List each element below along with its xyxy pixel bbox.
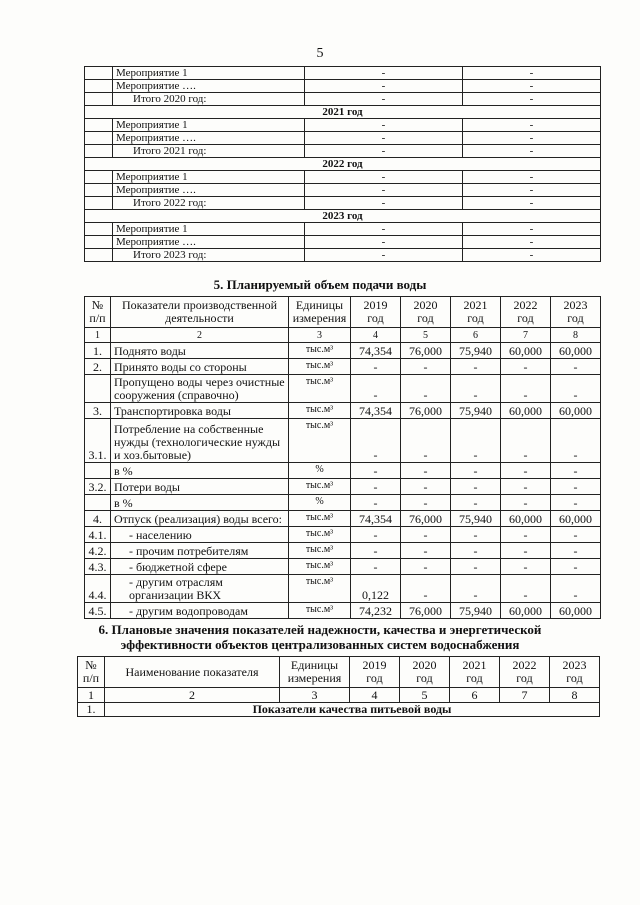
value-cell: - bbox=[551, 479, 601, 495]
row-section-heading: Показатели качества питьевой воды bbox=[105, 703, 600, 717]
value-cell: 75,940 bbox=[451, 603, 501, 619]
unit-cell: % bbox=[289, 463, 351, 479]
total-label: Итого 2023 год: bbox=[113, 249, 305, 262]
value-cell: - bbox=[401, 463, 451, 479]
col-index: 3 bbox=[280, 688, 350, 703]
row-num: 3.1. bbox=[85, 419, 111, 463]
header-unit: Единицы измерения bbox=[280, 657, 350, 688]
value-cell: - bbox=[401, 419, 451, 463]
total-label: Итого 2021 год: bbox=[113, 145, 305, 158]
header-year-2019: 2019 год bbox=[350, 657, 400, 688]
event-value: - bbox=[463, 80, 601, 93]
row-num-cell bbox=[85, 145, 113, 158]
value-cell: - bbox=[551, 543, 601, 559]
events-table bbox=[84, 66, 601, 262]
table-row bbox=[85, 236, 601, 249]
event-value: - bbox=[463, 145, 601, 158]
unit-cell: тыс.м³ bbox=[289, 575, 351, 603]
section-6-title-line2: эффективности объектов централизованных систем водоснабжения bbox=[120, 637, 520, 652]
year-heading: 2021 год bbox=[85, 106, 601, 119]
year-heading-row bbox=[85, 158, 601, 171]
unit-cell: тыс.м³ bbox=[289, 479, 351, 495]
table-row bbox=[85, 511, 601, 527]
value-cell: - bbox=[351, 479, 401, 495]
event-value: - bbox=[463, 119, 601, 132]
table-row bbox=[85, 375, 601, 403]
col-index: 1 bbox=[78, 688, 105, 703]
value-cell: 74,354 bbox=[351, 511, 401, 527]
value-cell: - bbox=[451, 575, 501, 603]
value-cell: 60,000 bbox=[551, 343, 601, 359]
value-cell: - bbox=[451, 419, 501, 463]
event-value: - bbox=[305, 93, 463, 106]
year-heading: 2023 год bbox=[85, 210, 601, 223]
event-value: - bbox=[305, 67, 463, 80]
indicator-label: Транспортировка воды bbox=[111, 403, 289, 419]
indicator-label: Принято воды со стороны bbox=[111, 359, 289, 375]
table-row bbox=[85, 343, 601, 359]
unit-cell: тыс.м³ bbox=[289, 511, 351, 527]
indicator-label: - другим отраслям организации ВКХ bbox=[111, 575, 289, 603]
header-indicator: Показатели производственной деятельности bbox=[111, 297, 289, 328]
value-cell: 74,354 bbox=[351, 403, 401, 419]
table-row bbox=[85, 119, 601, 132]
row-num: 4.3. bbox=[85, 559, 111, 575]
table-row bbox=[85, 495, 601, 511]
value-cell: - bbox=[501, 543, 551, 559]
water-supply-table bbox=[84, 296, 601, 619]
event-label: Мероприятие …. bbox=[113, 132, 305, 145]
value-cell: - bbox=[501, 495, 551, 511]
table-header-row bbox=[78, 657, 600, 688]
value-cell: - bbox=[501, 375, 551, 403]
indicator-label: - другим водопроводам bbox=[111, 603, 289, 619]
header-num: № п/п bbox=[85, 297, 111, 328]
header-year-2023: 2023 год bbox=[551, 297, 601, 328]
row-num: 4.1. bbox=[85, 527, 111, 543]
section-6-title-line1: 6. Плановые значения показателей надежности, качества и энергетической bbox=[98, 622, 542, 637]
value-cell: - bbox=[401, 495, 451, 511]
unit-cell: тыс.м³ bbox=[289, 375, 351, 403]
value-cell: - bbox=[451, 559, 501, 575]
unit-cell: тыс.м³ bbox=[289, 527, 351, 543]
unit-cell: тыс.м³ bbox=[289, 359, 351, 375]
table-row bbox=[85, 184, 601, 197]
table-row bbox=[85, 527, 601, 543]
value-cell: 76,000 bbox=[401, 403, 451, 419]
table-row bbox=[85, 359, 601, 375]
section-5-title: 5. Планируемый объем подачи воды bbox=[213, 277, 427, 292]
value-cell: - bbox=[551, 375, 601, 403]
table-row bbox=[85, 559, 601, 575]
event-value: - bbox=[305, 132, 463, 145]
value-cell: - bbox=[501, 479, 551, 495]
col-index: 8 bbox=[550, 688, 600, 703]
unit-cell: % bbox=[289, 495, 351, 511]
col-index: 4 bbox=[351, 328, 401, 343]
table-row bbox=[85, 403, 601, 419]
event-label: Мероприятие 1 bbox=[113, 67, 305, 80]
value-cell: 60,000 bbox=[551, 403, 601, 419]
col-index: 3 bbox=[289, 328, 351, 343]
row-num-cell bbox=[85, 197, 113, 210]
table-row bbox=[85, 93, 601, 106]
value-cell: - bbox=[451, 359, 501, 375]
value-cell: - bbox=[401, 559, 451, 575]
value-cell: - bbox=[501, 559, 551, 575]
indicator-label: в % bbox=[111, 463, 289, 479]
col-index: 2 bbox=[105, 688, 280, 703]
value-cell: - bbox=[451, 463, 501, 479]
table-row bbox=[85, 249, 601, 262]
year-heading-row bbox=[85, 210, 601, 223]
col-index: 5 bbox=[401, 328, 451, 343]
indicator-label: в % bbox=[111, 495, 289, 511]
value-cell: 74,354 bbox=[351, 343, 401, 359]
page-number: 5 bbox=[316, 46, 324, 61]
row-num-cell bbox=[85, 223, 113, 236]
unit-cell: тыс.м³ bbox=[289, 543, 351, 559]
value-cell: - bbox=[351, 419, 401, 463]
event-value: - bbox=[305, 184, 463, 197]
row-num: 4.2. bbox=[85, 543, 111, 559]
row-num: 3. bbox=[85, 403, 111, 419]
table-row bbox=[85, 67, 601, 80]
col-index: 2 bbox=[111, 328, 289, 343]
value-cell: - bbox=[501, 527, 551, 543]
event-value: - bbox=[463, 223, 601, 236]
table-row bbox=[85, 80, 601, 93]
value-cell: - bbox=[551, 359, 601, 375]
row-num-cell bbox=[85, 249, 113, 262]
value-cell: 76,000 bbox=[401, 343, 451, 359]
event-label: Мероприятие 1 bbox=[113, 119, 305, 132]
value-cell: - bbox=[551, 575, 601, 603]
indicator-label: Отпуск (реализация) воды всего: bbox=[111, 511, 289, 527]
row-num: 2. bbox=[85, 359, 111, 375]
event-value: - bbox=[305, 249, 463, 262]
table-row bbox=[85, 543, 601, 559]
event-label: Мероприятие …. bbox=[113, 184, 305, 197]
col-index: 8 bbox=[551, 328, 601, 343]
event-value: - bbox=[463, 197, 601, 210]
event-label: Мероприятие 1 bbox=[113, 171, 305, 184]
indicator-label: - прочим потребителям bbox=[111, 543, 289, 559]
value-cell: - bbox=[451, 479, 501, 495]
header-year-2020: 2020 год bbox=[400, 657, 450, 688]
indicator-label: - населению bbox=[111, 527, 289, 543]
row-num: 1. bbox=[78, 703, 105, 717]
row-num-cell bbox=[85, 236, 113, 249]
unit-cell: тыс.м³ bbox=[289, 403, 351, 419]
value-cell: - bbox=[501, 419, 551, 463]
table-row bbox=[85, 419, 601, 463]
col-index: 7 bbox=[501, 328, 551, 343]
row-num-cell bbox=[85, 184, 113, 197]
table-row bbox=[85, 463, 601, 479]
value-cell: 76,000 bbox=[401, 511, 451, 527]
value-cell: - bbox=[551, 559, 601, 575]
reliability-table bbox=[77, 656, 600, 717]
event-value: - bbox=[305, 171, 463, 184]
value-cell: 60,000 bbox=[501, 603, 551, 619]
col-index: 4 bbox=[350, 688, 400, 703]
column-index-row bbox=[78, 688, 600, 703]
event-label: Мероприятие 1 bbox=[113, 223, 305, 236]
row-num-cell bbox=[85, 119, 113, 132]
col-index: 6 bbox=[450, 688, 500, 703]
row-num-cell bbox=[85, 80, 113, 93]
row-num: 4.4. bbox=[85, 575, 111, 603]
value-cell: - bbox=[451, 375, 501, 403]
row-num: 4.5. bbox=[85, 603, 111, 619]
row-num: 4. bbox=[85, 511, 111, 527]
event-label: Мероприятие …. bbox=[113, 80, 305, 93]
value-cell: 0,122 bbox=[351, 575, 401, 603]
col-index: 6 bbox=[451, 328, 501, 343]
indicator-label: Пропущено воды через очистные сооружения (справочно) bbox=[111, 375, 289, 403]
value-cell: - bbox=[551, 419, 601, 463]
value-cell: 60,000 bbox=[551, 511, 601, 527]
year-heading-row bbox=[85, 106, 601, 119]
value-cell: - bbox=[351, 359, 401, 375]
value-cell: - bbox=[401, 359, 451, 375]
table-header-row bbox=[85, 297, 601, 328]
table-row bbox=[85, 479, 601, 495]
header-year-2020: 2020 год bbox=[401, 297, 451, 328]
table-row bbox=[78, 703, 600, 717]
event-value: - bbox=[463, 93, 601, 106]
value-cell: - bbox=[351, 463, 401, 479]
event-value: - bbox=[463, 184, 601, 197]
unit-cell: тыс.м³ bbox=[289, 559, 351, 575]
table-row bbox=[85, 603, 601, 619]
table-row bbox=[85, 132, 601, 145]
row-num-cell bbox=[85, 171, 113, 184]
value-cell: - bbox=[551, 495, 601, 511]
header-year-2023: 2023 год bbox=[550, 657, 600, 688]
value-cell: - bbox=[501, 463, 551, 479]
unit-cell: тыс.м³ bbox=[289, 419, 351, 463]
event-value: - bbox=[305, 145, 463, 158]
table-row bbox=[85, 145, 601, 158]
table-row bbox=[85, 171, 601, 184]
event-label: Мероприятие …. bbox=[113, 236, 305, 249]
table-row bbox=[85, 575, 601, 603]
value-cell: 76,000 bbox=[401, 603, 451, 619]
row-num-cell bbox=[85, 132, 113, 145]
event-value: - bbox=[305, 236, 463, 249]
indicator-label: Потери воды bbox=[111, 479, 289, 495]
table-row bbox=[85, 223, 601, 236]
value-cell: - bbox=[351, 559, 401, 575]
row-num bbox=[85, 495, 111, 511]
value-cell: - bbox=[351, 375, 401, 403]
value-cell: - bbox=[501, 575, 551, 603]
value-cell: 60,000 bbox=[501, 403, 551, 419]
year-heading: 2022 год bbox=[85, 158, 601, 171]
value-cell: - bbox=[351, 527, 401, 543]
value-cell: 60,000 bbox=[551, 603, 601, 619]
event-value: - bbox=[463, 132, 601, 145]
value-cell: - bbox=[351, 495, 401, 511]
indicator-label: - бюджетной сфере bbox=[111, 559, 289, 575]
row-num bbox=[85, 463, 111, 479]
unit-cell: тыс.м³ bbox=[289, 603, 351, 619]
header-year-2021: 2021 год bbox=[451, 297, 501, 328]
event-value: - bbox=[463, 67, 601, 80]
event-value: - bbox=[463, 236, 601, 249]
event-value: - bbox=[463, 249, 601, 262]
event-value: - bbox=[305, 223, 463, 236]
event-value: - bbox=[305, 80, 463, 93]
row-num-cell bbox=[85, 93, 113, 106]
value-cell: - bbox=[551, 527, 601, 543]
value-cell: - bbox=[401, 527, 451, 543]
value-cell: - bbox=[451, 527, 501, 543]
value-cell: - bbox=[351, 543, 401, 559]
value-cell: - bbox=[401, 543, 451, 559]
header-year-2022: 2022 год bbox=[501, 297, 551, 328]
value-cell: 75,940 bbox=[451, 343, 501, 359]
event-value: - bbox=[463, 171, 601, 184]
row-num-cell bbox=[85, 67, 113, 80]
value-cell: - bbox=[501, 359, 551, 375]
header-year-2021: 2021 год bbox=[450, 657, 500, 688]
row-num: 3.2. bbox=[85, 479, 111, 495]
value-cell: - bbox=[451, 495, 501, 511]
value-cell: - bbox=[451, 543, 501, 559]
value-cell: 60,000 bbox=[501, 511, 551, 527]
col-index: 1 bbox=[85, 328, 111, 343]
col-index: 5 bbox=[400, 688, 450, 703]
header-indicator: Наименование показателя bbox=[105, 657, 280, 688]
header-year-2019: 2019 год bbox=[351, 297, 401, 328]
unit-cell: тыс.м³ bbox=[289, 343, 351, 359]
row-num: 1. bbox=[85, 343, 111, 359]
header-num: № п/п bbox=[78, 657, 105, 688]
value-cell: 75,940 bbox=[451, 511, 501, 527]
event-value: - bbox=[305, 119, 463, 132]
value-cell: 75,940 bbox=[451, 403, 501, 419]
value-cell: 60,000 bbox=[501, 343, 551, 359]
event-value: - bbox=[305, 197, 463, 210]
value-cell: - bbox=[551, 463, 601, 479]
row-num bbox=[85, 375, 111, 403]
column-index-row bbox=[85, 328, 601, 343]
indicator-label: Поднято воды bbox=[111, 343, 289, 359]
header-year-2022: 2022 год bbox=[500, 657, 550, 688]
total-label: Итого 2022 год: bbox=[113, 197, 305, 210]
value-cell: - bbox=[401, 479, 451, 495]
table-row bbox=[85, 197, 601, 210]
value-cell: - bbox=[401, 575, 451, 603]
col-index: 7 bbox=[500, 688, 550, 703]
total-label: Итого 2020 год: bbox=[113, 93, 305, 106]
value-cell: - bbox=[401, 375, 451, 403]
header-unit: Единицы измерения bbox=[289, 297, 351, 328]
indicator-label: Потребление на собственные нужды (технологические нужды и хоз.бытовые) bbox=[111, 419, 289, 463]
value-cell: 74,232 bbox=[351, 603, 401, 619]
